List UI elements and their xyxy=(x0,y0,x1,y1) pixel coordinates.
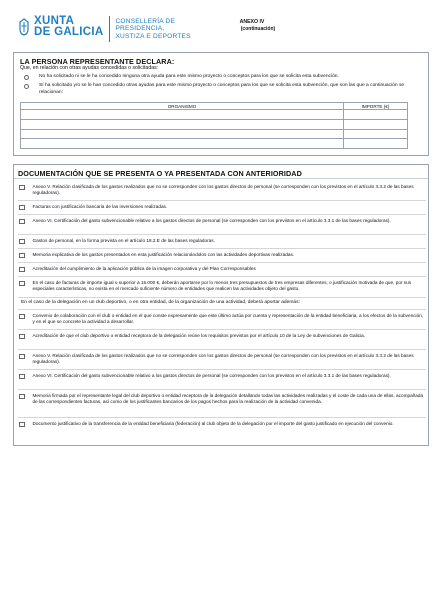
doc-item-label: Memoria explicativa de los gastos presentados en esta justificación relacionándolos con las actividades deportivas realizadas. xyxy=(32,252,295,257)
doc-item-label: En el caso de facturas de importe igual o superior a 15.000 €, deberán aportarse por lo menos tres presupuestos de tres empresas diferentes, o justificación motivada de que, por sus especiales características, no exista en el mercado suficiente número de entidades que realicen las actividades objeto del gasto. xyxy=(32,280,412,292)
option-yes-aid[interactable] xyxy=(24,83,420,96)
documentation-section xyxy=(13,164,429,446)
delegation-item-label: Anexo VI. Certificación del gasto subvencionable relativo a los gastos directos de personal (se corresponden con los previstos en el artículo 3.3.1 de las bases reguladoras). xyxy=(32,373,391,378)
option-no-aid[interactable] xyxy=(24,74,420,81)
divider xyxy=(18,234,426,235)
doc-item-checkbox[interactable] xyxy=(19,239,25,245)
doc-item[interactable] xyxy=(19,204,424,210)
doc-item-checkbox[interactable] xyxy=(19,281,25,287)
annex-subtitle: (continuación) xyxy=(240,26,276,32)
delegation-note: En el caso de la delegación en un club deportivo, o en otra entidad, de la organización de una actividad, deberá aportar además: xyxy=(21,300,300,305)
divider xyxy=(18,417,426,418)
delegation-item[interactable] xyxy=(19,313,424,326)
delegation-item[interactable] xyxy=(19,333,424,339)
doc-item-label: Facturas con justificación bancaria de las inversiones realizadas. xyxy=(32,204,168,209)
option-yes-aid-label: Sí ha solicitado y/o se le han concedido otras ayudas para este mismo proyecto o conceptos para los que se solicita esta subvención, que son las que a continuación se relacionan: xyxy=(39,83,405,95)
divider xyxy=(18,389,426,390)
importe-cell[interactable] xyxy=(344,139,408,149)
documentation-title: DOCUMENTACIÓN QUE SE PRESENTA O YA PRESENTADA CON ANTERIORIDAD xyxy=(18,169,302,178)
doc-item-checkbox[interactable] xyxy=(19,219,25,225)
doc-item-checkbox[interactable] xyxy=(19,205,25,211)
header-importe: IMPORTE (€) xyxy=(344,103,408,110)
delegation-item-label: Memoria firmada por el representante legal del club deportivo o entidad receptora de la delegación detallando todas las actividades realizadas y el coste de cada una de ellas, acompañada de las correspondientes facturas, así como de los justificantes bancarios de los pagos hechos para la realización de la actividad convenida. xyxy=(32,393,424,405)
table-row xyxy=(21,129,408,139)
option-no-aid-radio[interactable] xyxy=(24,75,29,80)
doc-item[interactable] xyxy=(19,218,424,224)
divider xyxy=(18,214,426,215)
doc-item[interactable] xyxy=(19,252,424,258)
organismo-cell[interactable] xyxy=(21,139,344,149)
doc-item-checkbox[interactable] xyxy=(19,253,25,259)
divider xyxy=(18,248,426,249)
doc-item[interactable] xyxy=(19,238,424,244)
organismo-cell[interactable] xyxy=(21,119,344,129)
option-no-aid-label: No ha solicitado ni se le ha concedido ninguna otra ayuda para este mismo proyecto o conceptos para los que se solicita esta subvención. xyxy=(39,74,339,79)
table-row xyxy=(21,110,408,120)
table-header-row xyxy=(21,103,408,110)
delegation-item-label: Anexo V. Relación clasificada de los gastos realizados que no se corresponden con los gastos directos de personal (se corresponden con los previstos en el artículo 3.3.2 de las bases reguladoras). xyxy=(32,353,414,365)
delegation-item-checkbox[interactable] xyxy=(19,314,25,320)
organismo-cell[interactable] xyxy=(21,129,344,139)
delegation-item-checkbox[interactable] xyxy=(19,334,25,340)
table-row xyxy=(21,139,408,149)
doc-item-checkbox[interactable] xyxy=(19,267,25,273)
delegation-item-checkbox[interactable] xyxy=(19,394,25,400)
delegation-item-label: Documento justificativo de la transferencia de la entidad beneficiaria (federación) al club objeto de la delegación por el importe del gasto justificado en ejecución del convenio. xyxy=(32,421,394,426)
logo-line-2: DE GALICIA xyxy=(34,26,104,38)
option-yes-aid-radio[interactable] xyxy=(24,84,29,89)
dept-line-2: PRESIDENCIA, xyxy=(115,25,165,33)
divider xyxy=(18,262,426,263)
divider xyxy=(18,369,426,370)
xunta-logo xyxy=(18,16,191,42)
delegation-item[interactable] xyxy=(19,393,424,406)
doc-item[interactable] xyxy=(19,280,424,293)
department-name xyxy=(115,18,190,40)
title-divider xyxy=(14,178,428,179)
divider xyxy=(18,297,426,298)
doc-item-checkbox[interactable] xyxy=(19,185,25,191)
dept-line-3: XUSTIZA E DEPORTES xyxy=(115,32,191,40)
delegation-item[interactable] xyxy=(19,421,424,427)
divider xyxy=(18,200,426,201)
organismo-cell[interactable] xyxy=(21,110,344,120)
importe-cell[interactable] xyxy=(344,119,408,129)
doc-item-label: Anexo VI. Certificación del gasto subvencionable relativo a los gastos directos de personal (se corresponden con los previstos en el artículo 3.3.1 de las bases reguladoras). xyxy=(32,218,391,223)
logo-wordmark xyxy=(34,16,103,38)
delegation-item[interactable] xyxy=(19,373,424,379)
delegation-item-checkbox[interactable] xyxy=(19,354,25,360)
doc-item-label: Acreditación del cumplimiento de la aplicación pública de la imagen corporativa y del Plan Corresponsables xyxy=(32,266,256,271)
delegation-item-label: Acreditación de que el club deportivo o entidad receptora de la delegación reúne los requisitos previstos por el artículo 10 de la Ley de subvenciones de Galicia. xyxy=(32,333,365,338)
declaration-section xyxy=(13,52,429,156)
delegation-item-label: Convenio de colaboración con el club o entidad en el que conste expresamente que este último actúa por cuenta y representación de la entidad beneficiaria, a los efectos de la subvención, y en el que se concrete la actividad a desarrollar. xyxy=(32,313,424,325)
logo-line-1: XUNTA xyxy=(34,15,75,27)
dept-line-1: CONSELLERÍA DE xyxy=(115,18,176,25)
header-organismo: ORGANISMO xyxy=(21,103,344,110)
importe-cell[interactable] xyxy=(344,110,408,120)
declaration-subtitle: Que, en relación con otras ayudas concedidas o solicitadas: xyxy=(20,65,159,71)
doc-item-label: Gastos de personal, en la forma prevista en el artículo 18.2.E de las bases reguladoras. xyxy=(32,238,215,243)
divider xyxy=(18,276,426,277)
declaration-title: LA PERSONA REPRESENTANTE DECLARA: xyxy=(20,57,175,66)
logo-divider xyxy=(109,16,110,42)
table-row xyxy=(21,119,408,129)
doc-item-label: Anexo V. Relación clasificada de los gastos realizados que no se corresponden con los gastos directos de personal (se corresponden con los previstos en el artículo 3.3.2 de las bases reguladoras). xyxy=(32,184,414,196)
delegation-item-checkbox[interactable] xyxy=(19,374,25,380)
divider xyxy=(18,349,426,350)
other-aid-table xyxy=(20,102,408,149)
divider xyxy=(18,309,426,310)
delegation-item-checkbox[interactable] xyxy=(19,422,25,428)
doc-item[interactable] xyxy=(19,266,424,272)
annex-title: ANEXO IV xyxy=(239,19,265,25)
importe-cell[interactable] xyxy=(344,129,408,139)
delegation-item[interactable] xyxy=(19,353,424,366)
document-header xyxy=(18,16,428,50)
divider xyxy=(18,329,426,330)
doc-item[interactable] xyxy=(19,184,424,197)
xunta-emblem-icon xyxy=(18,18,30,36)
annex-label xyxy=(232,19,276,33)
